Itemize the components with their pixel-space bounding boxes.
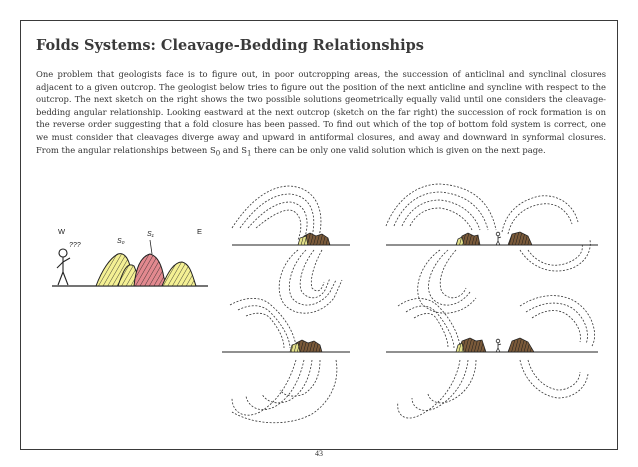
- fold-ground-lines: [222, 245, 598, 352]
- pink-bed: [134, 254, 168, 286]
- s1-marker-line: [150, 240, 152, 254]
- west-label: W: [58, 227, 66, 236]
- east-label: E: [197, 227, 203, 236]
- fold-top-right: [386, 184, 590, 313]
- s0-subscript: 0: [215, 149, 221, 158]
- body-text-1: One problem that geologists face is to figure out, in poor outcropping areas, the succession of anticlinal and synclinal closures adjacent to a given outcrop. The geologist below tries to figure out the position of the next anticline and syncline with respect to the outcrop. The next sketch on the right shows the two possible solutions geometrically equally valid until one considers the cleavage-bedding angular relationship. Looking eastward at the next outcrop (sketch on the far right) the succession of rock formation is on the reverse order suggesting that a fold closure has been passed. To find out which of the top of bottom fold system is correct, one we must consider that cleavages diverge away and upward in antiformal closures, and away and downward in synformal closures. From the angular relationships between S: [36, 69, 606, 155]
- s0-label: S₀: [117, 238, 125, 245]
- page-number: 43: [315, 449, 323, 458]
- yellow-bed-right: [162, 262, 196, 286]
- s1-label: S₁: [147, 231, 154, 238]
- fold-bottom-middle: [230, 298, 337, 422]
- question-marks: ???: [69, 242, 81, 249]
- fold-outcrops: [290, 232, 534, 352]
- page-title: Folds Systems: Cleavage-Bedding Relationships: [36, 37, 424, 54]
- body-text-3: there can be only one valid solution which is given on the next page.: [251, 144, 546, 155]
- fold-top-middle: [232, 186, 342, 313]
- body-text-2: and S: [220, 144, 247, 155]
- fold-bottom-right: [398, 296, 595, 418]
- s1-subscript: 1: [246, 149, 252, 158]
- geologist-figure: [57, 249, 70, 285]
- small-geologists: [496, 232, 501, 352]
